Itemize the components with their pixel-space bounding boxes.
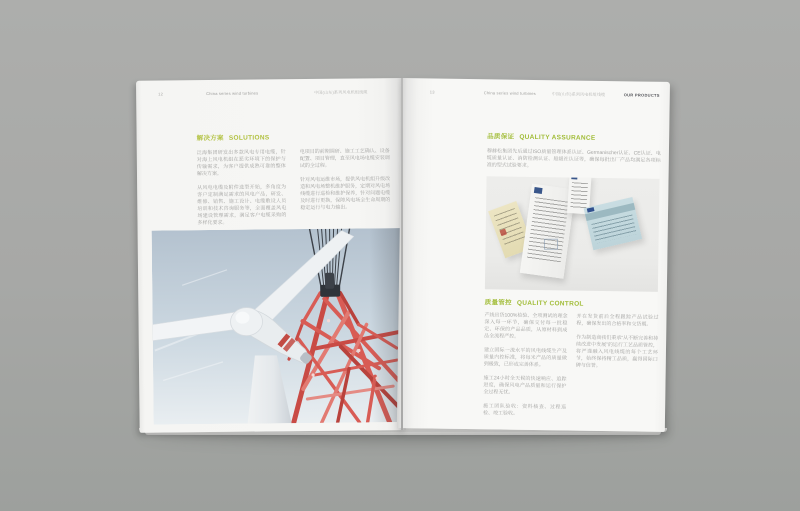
solutions-heading-zh: 解决方案 — [196, 134, 224, 143]
certificate-blue — [584, 197, 642, 250]
quality-control-heading — [485, 297, 584, 307]
quality-assurance-heading-zh: 品质保证 — [487, 133, 515, 141]
paragraph: 电项目的前期调研、施工工艺确认、设备配置、项目管理，直至风电场电缆安装调试的全过程。 — [299, 148, 390, 170]
left-header-title-zh: 中国(山东)系列风电机组线缆 — [314, 89, 368, 95]
solutions-heading — [197, 132, 270, 142]
paragraph: 施工团队验收：资料核查、过程巡检、竣工验收。 — [482, 403, 567, 417]
quality-control-column-2 — [576, 314, 659, 378]
certificate-text-lines — [527, 197, 569, 263]
right-page-number: 13 — [429, 89, 435, 95]
spine-fold — [401, 78, 403, 430]
paragraph: 泛海集团研发出多款风电专用电缆，针对海上风电机组在恶劣环境下的保护与传输需求，为客户提供成熟可靠的整体解决方案。 — [196, 149, 286, 178]
paragraph: 施工24小时全天候的快速响应、追踪进度，确保风电产品质量和运行保护全过程无忧。 — [483, 375, 567, 396]
quality-control-column-1 — [483, 312, 568, 425]
quality-assurance-heading — [487, 131, 596, 142]
certificate-text-lines — [591, 214, 636, 243]
wind-turbine-photo — [152, 228, 406, 425]
right-page-header — [402, 89, 670, 101]
paragraph: 产线出货100%检验、全项测试的理念深入每一环节，确保交付每一批稳定、环保的产品品质，从原材料到成品全流程严控。 — [484, 312, 568, 340]
solutions-column-1 — [197, 149, 287, 234]
paragraph: 穆赫松集团先后通过ISO质量管理体系认证、Germanischer认证、CE认证、电缆质量认证、消防检测认证、船级社认证等，确保每批出厂产品均满足各项标准的型式试验要求。 — [486, 148, 661, 169]
open-brochure — [136, 78, 670, 446]
right-header-series: China series wind turbines — [483, 90, 536, 96]
left-page — [136, 78, 406, 433]
quality-control-heading-zh: 质量管控 — [484, 299, 512, 307]
left-page-header — [136, 89, 402, 100]
left-header-series: China series wind turbines — [206, 90, 259, 97]
paragraph: 建立国际一流水平的风电线缆生产及质量内控标准，将每米产品的质量做到极致，已形成完善体系。 — [483, 347, 568, 369]
stamp-outline — [544, 239, 558, 250]
blue-emblem-chip — [534, 187, 543, 194]
certificate-text-lines — [570, 182, 588, 209]
right-header-title-zh: 中国(山东)系列风电机组线缆 — [551, 91, 606, 98]
quality-control-heading-en: QUALITY CONTROL — [516, 299, 584, 308]
right-header-products: OUR PRODUCTS — [623, 92, 660, 98]
certificates-photo — [485, 176, 660, 292]
solutions-heading-en: SOLUTIONS — [228, 134, 270, 142]
blue-emblem-chip — [571, 176, 577, 179]
paragraph: 针对风电运维市场，提供风电机组升级改造和风电场整机维护服务，定期对风电场线缆进行巡检和维护保养，针对问题电缆及时进行更换，保障风电场全生命周期的稳定运行与电力输出。 — [300, 176, 391, 212]
paragraph: 从风电电缆及附件选型开始，多角度为客户定制满足需求的风电产品，研发、维修、销售、施工设计、电缆敷设人员培训和技术咨询服务等，全面覆盖风电场建设管理需求，满足客户电缆采购的多样化要求。 — [197, 184, 287, 227]
certificate-text-lines — [494, 208, 526, 247]
paragraph: 并在发货前后全程跟踪产品试验过程，确保发出的合格率和交货期。 — [576, 313, 659, 328]
right-page — [397, 78, 670, 432]
paragraph: 作为制造商我们秉承“从不断完善和持续改进中发展”的运行工艺品质管控，将严谨融入风电线缆的每个工艺环节，始终保持精工品质，赢得国际口碑与信誉。 — [575, 334, 659, 369]
solutions-column-2 — [300, 148, 391, 219]
quality-assurance-intro — [487, 148, 661, 179]
page-stack-edge — [145, 432, 661, 435]
quality-assurance-heading-en: QUALITY ASSURANCE — [519, 133, 596, 142]
left-page-number: 12 — [158, 91, 164, 97]
wind-turbine-illustration — [152, 228, 406, 425]
